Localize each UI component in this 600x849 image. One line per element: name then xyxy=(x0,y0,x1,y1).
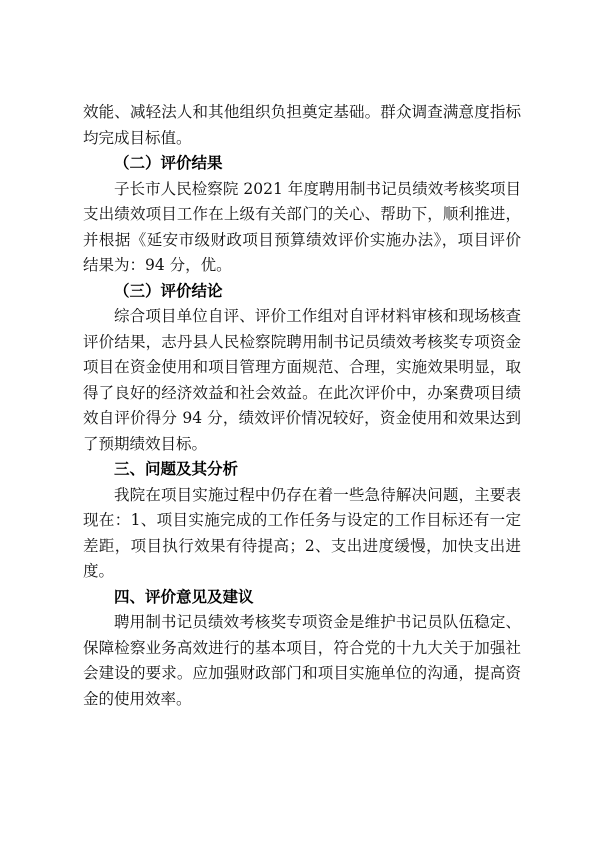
text-line: 均完成目标值。 xyxy=(83,128,192,147)
paragraph-evaluation-conclusion xyxy=(83,304,521,457)
text-line: 度。 xyxy=(83,562,115,580)
paragraph-intro-continuation xyxy=(83,100,521,151)
text-line: 综合项目单位自评、评价工作组对自评材料审核和现场核查 xyxy=(114,307,521,325)
text-line: 得了良好的经济效益和社会效益。在此次评价中，办案费项目绩 xyxy=(83,383,521,402)
text-line: 效能、减轻法人和其他组织负担奠定基础。群众调查满意度指标 xyxy=(83,103,521,121)
text-line: 结果为：94 分，优。 xyxy=(83,256,232,274)
text-line: 支出绩效项目工作在上级有关部门的关心、帮助下，顺利推进， xyxy=(83,205,521,223)
text-line: 金的使用效率。 xyxy=(83,689,192,708)
section-heading-opinions-suggestions: 四、评价意见及建议 xyxy=(114,587,254,606)
paragraph-problems-analysis xyxy=(83,483,521,585)
text-line: 评价结果，志丹县人民检察院聘用制书记员绩效考核奖专项资金 xyxy=(83,332,521,351)
text-line: 我院在项目实施过程中仍存在着一些急待解决问题，主要表 xyxy=(114,485,521,504)
text-line: 效自评价得分 94 分，绩效评价情况较好，资金使用和效果达到 xyxy=(83,409,521,427)
text-line: 并根据《延安市级财政项目预算绩效评价实施办法》，项目评价 xyxy=(83,230,521,249)
paragraph-evaluation-result xyxy=(83,177,521,279)
text-line: 差距，项目执行效果有待提高；2、支出进度缓慢，加快支出进 xyxy=(83,536,521,555)
document-page xyxy=(83,100,521,712)
text-line: 了预期绩效目标。 xyxy=(83,434,208,453)
paragraph-opinions-suggestions xyxy=(83,610,521,712)
section-heading-evaluation-result: （二）评价结果 xyxy=(114,154,223,172)
section-heading-evaluation-conclusion: （三）评价结论 xyxy=(114,281,223,300)
text-line: 现在：1、项目实施完成的工作任务与设定的工作目标还有一定 xyxy=(83,511,521,529)
text-line: 聘用制书记员绩效考核奖专项资金是维护书记员队伍稳定、 xyxy=(114,613,521,631)
text-line: 会建设的要求。应加强财政部门和项目实施单位的沟通，提高资 xyxy=(83,664,521,682)
text-line: 保障检察业务高效进行的基本项目，符合党的十九大关于加强社 xyxy=(83,638,521,657)
text-line: 子长市人民检察院 2021 年度聘用制书记员绩效考核奖项目 xyxy=(114,179,521,198)
text-line: 项目在资金使用和项目管理方面规范、合理，实施效果明显，取 xyxy=(83,358,521,376)
section-heading-problems-analysis: 三、问题及其分析 xyxy=(114,460,239,478)
